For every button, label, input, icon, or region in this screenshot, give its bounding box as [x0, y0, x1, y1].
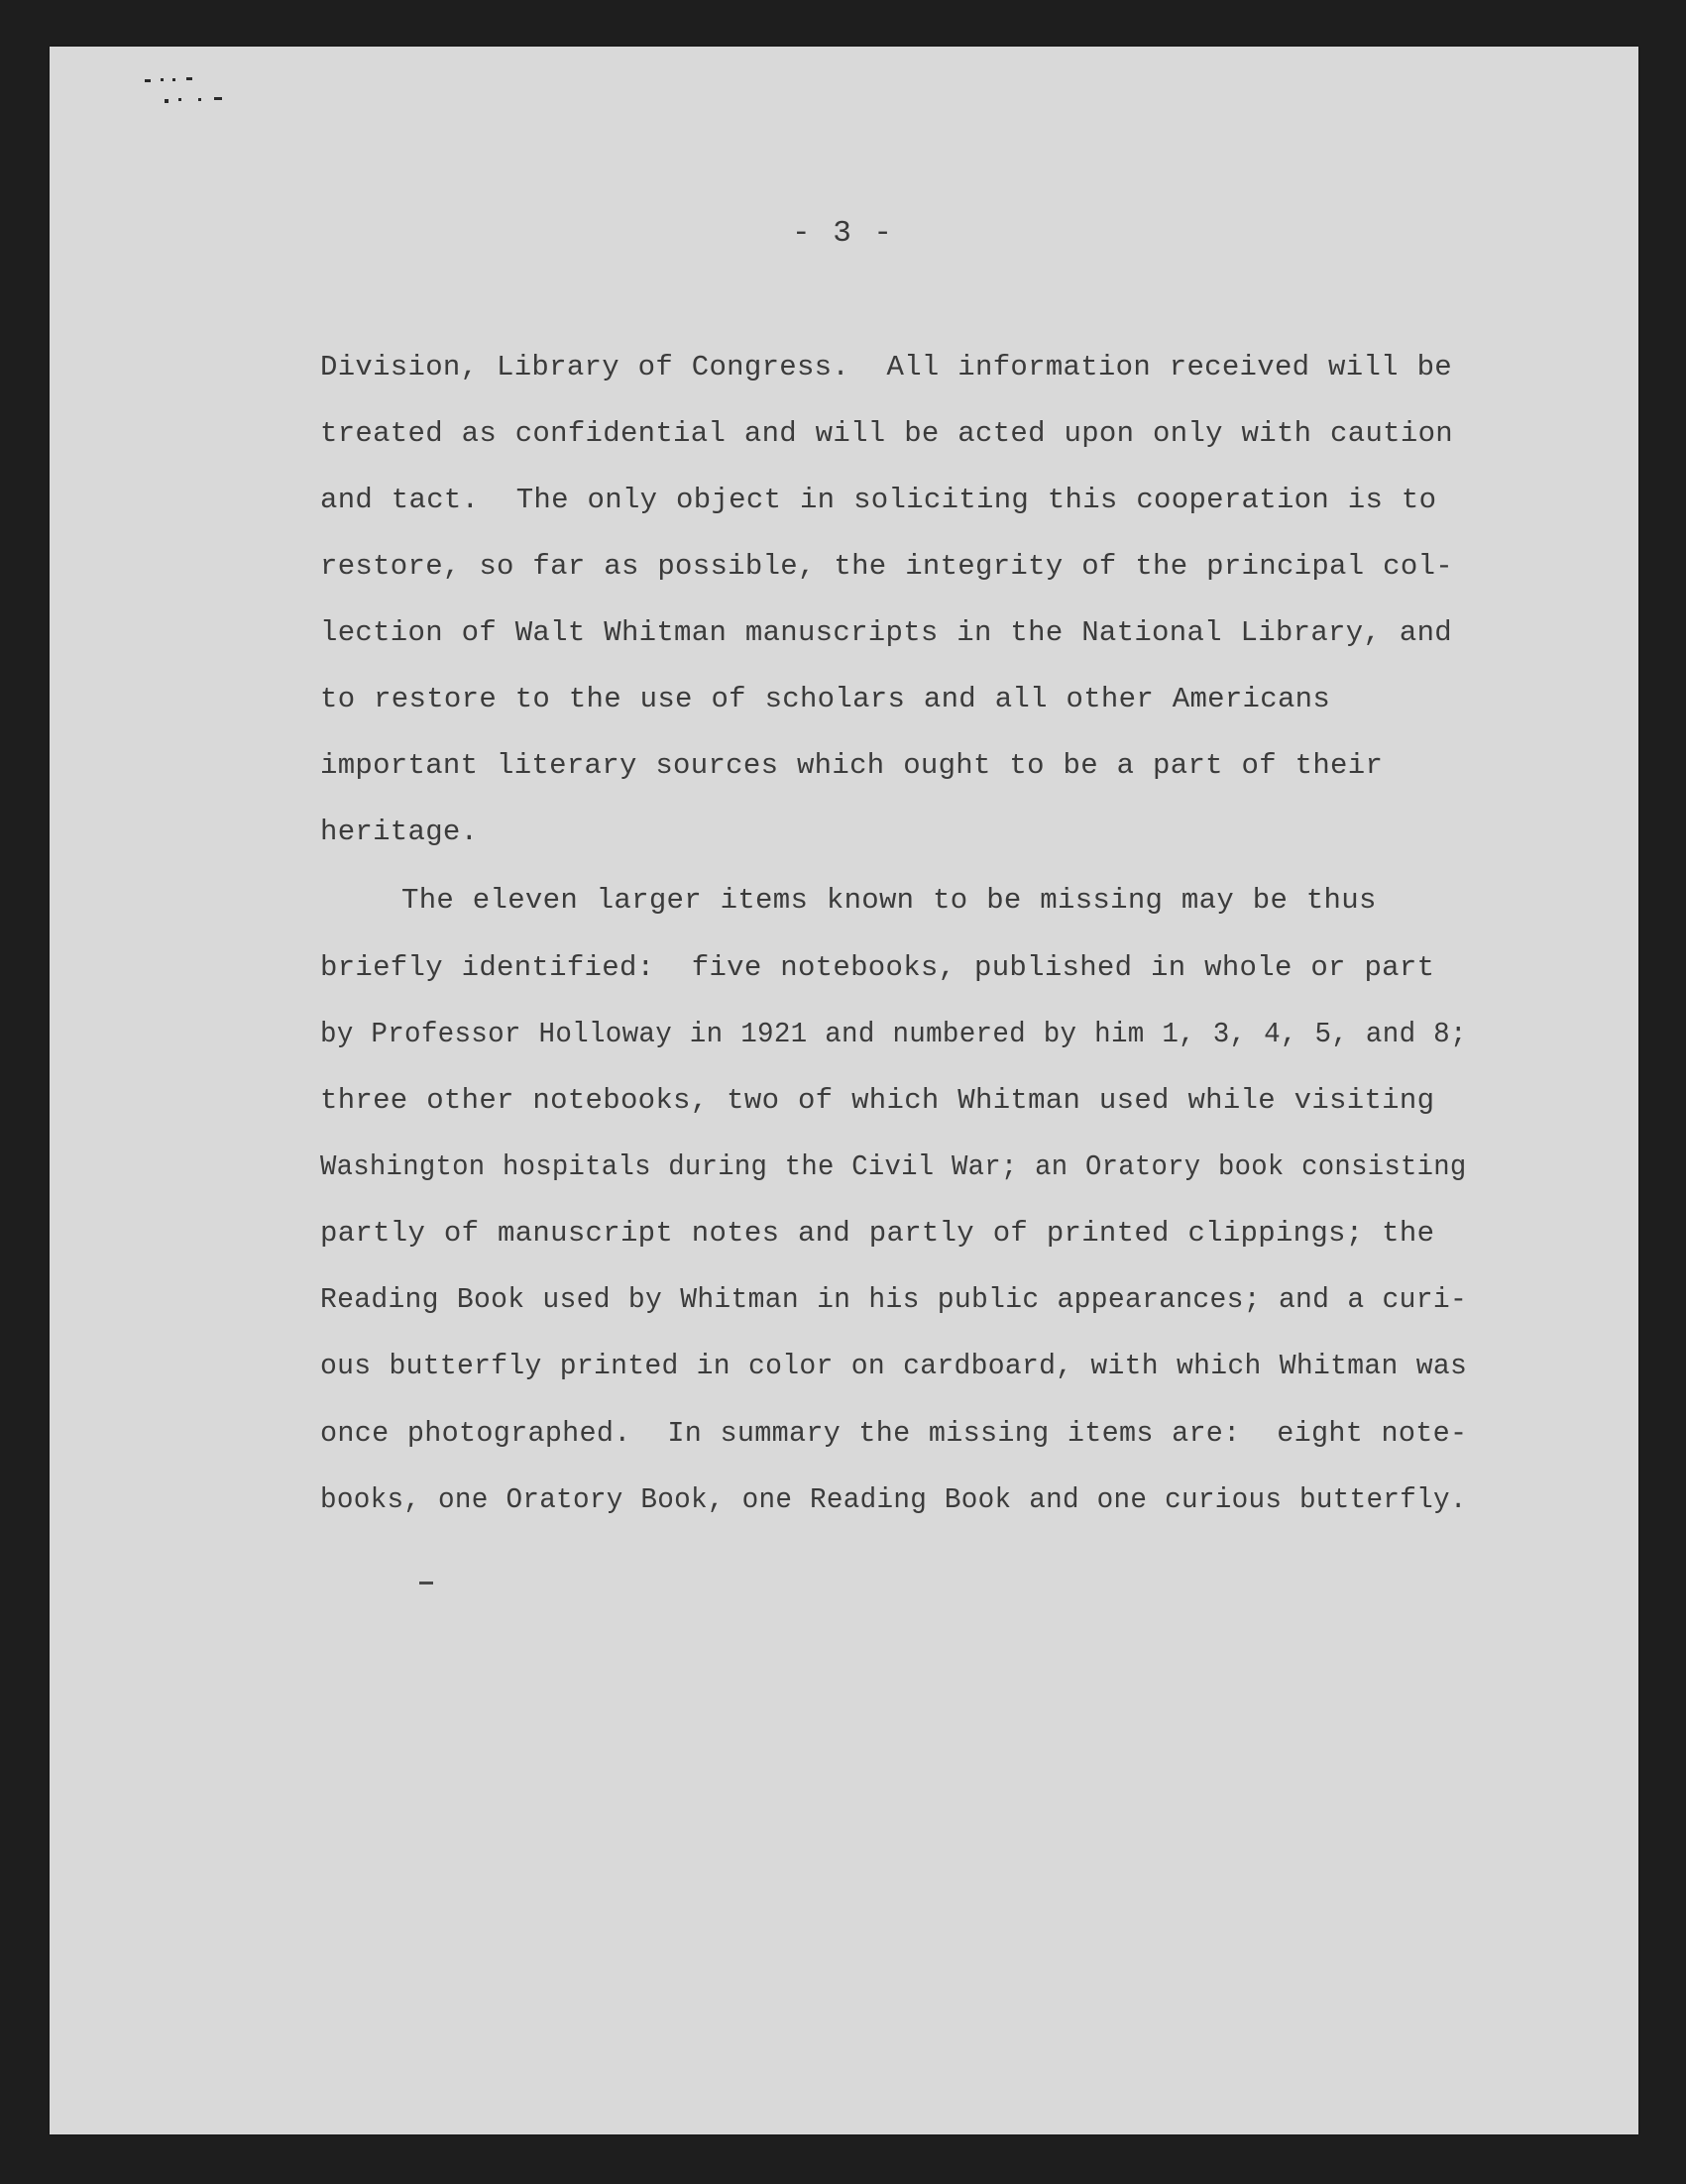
body-line: ous butterfly printed in color on cardboard, with which Whitman was: [320, 1350, 1468, 1382]
body-line: lection of Walt Whitman manuscripts in the National Library, and: [320, 616, 1452, 649]
corner-ink-marks: [139, 69, 278, 109]
body-line: books, one Oratory Book, one Reading Book and one curious butterfly.: [320, 1483, 1467, 1516]
paragraph-start-line: The eleven larger items known to be missing may be thus: [401, 884, 1377, 917]
body-line: briefly identified: five notebooks, published in whole or part: [320, 951, 1435, 984]
ink-dash-mark: [419, 1582, 433, 1584]
body-line: restore, so far as possible, the integrity of the principal col-: [320, 550, 1453, 583]
body-line: treated as confidential and will be acted upon only with caution: [320, 417, 1453, 450]
body-line: Reading Book used by Whitman in his public appearances; and a curi-: [320, 1283, 1468, 1316]
body-line: once photographed. In summary the missing items are: eight note-: [320, 1417, 1468, 1450]
body-line: to restore to the use of scholars and all other Americans: [320, 683, 1331, 715]
body-line: Division, Library of Congress. All information received will be: [320, 351, 1452, 383]
body-line: partly of manuscript notes and partly of printed clippings; the: [320, 1217, 1435, 1250]
body-line: three other notebooks, two of which Whitman used while visiting: [320, 1084, 1435, 1117]
body-line: heritage.: [320, 816, 479, 848]
page-number: - 3 -: [791, 216, 894, 251]
body-line: by Professor Holloway in 1921 and numbered by him 1, 3, 4, 5, and 8;: [320, 1018, 1467, 1050]
body-line: Washington hospitals during the Civil War; an Oratory book consisting: [320, 1150, 1467, 1183]
body-line: important literary sources which ought to be a part of their: [320, 749, 1384, 782]
body-line: and tact. The only object in soliciting this cooperation is to: [320, 484, 1437, 516]
